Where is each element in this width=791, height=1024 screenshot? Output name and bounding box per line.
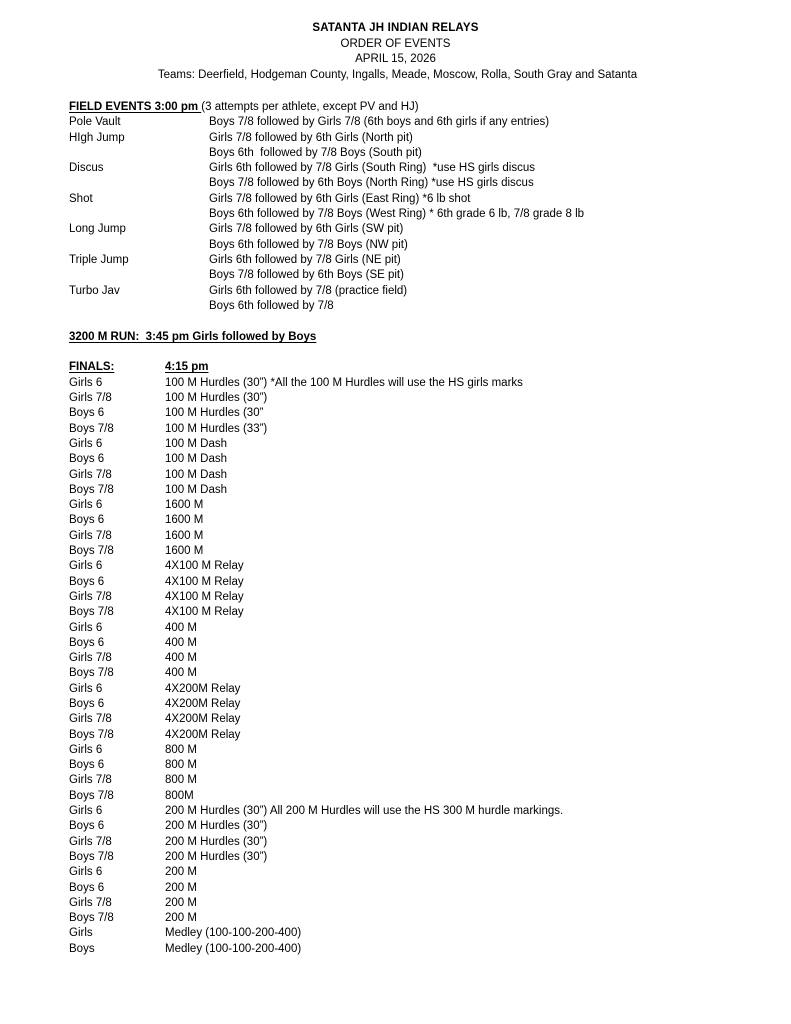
field-events-heading-bold: FIELD EVENTS 3:00 pm: [69, 101, 202, 113]
finals-division: Boys 7/8: [69, 850, 114, 863]
finals-event: 100 M Dash: [165, 453, 228, 466]
field-event-detail: Girls 6th followed by 7/8 Girls (South Ring) *use HS girls discus: [209, 162, 535, 175]
finals-row: [69, 651, 791, 666]
field-event-row: [69, 268, 791, 283]
finals-row: [69, 911, 791, 926]
finals-division: Girls 7/8: [69, 896, 112, 909]
finals-division: Girls 7/8: [69, 392, 112, 405]
field-events-list: [69, 115, 791, 314]
field-event-row: [69, 176, 791, 191]
field-event-row: [69, 192, 791, 207]
document-date: APRIL 15, 2026: [355, 53, 436, 65]
finals-division: Boys 7/8: [69, 606, 114, 619]
finals-row: [69, 422, 791, 437]
field-events-section: [69, 100, 791, 314]
finals-row: [69, 666, 791, 681]
field-event-name: Discus: [69, 162, 104, 175]
finals-row: [69, 391, 791, 406]
finals-division: Boys 6: [69, 697, 105, 710]
finals-division: Girls 7/8: [69, 590, 112, 603]
finals-event: 100 M Dash: [165, 483, 228, 496]
field-event-detail: Girls 6th followed by 7/8 Girls (NE pit): [209, 253, 401, 266]
field-events-heading-note: (3 attempts per athlete, except PV and HJ): [201, 101, 419, 113]
field-event-row: [69, 207, 791, 222]
finals-event: 100 M Hurdles (30”): [165, 392, 268, 405]
field-event-detail: Boys 7/8 followed by 6th Boys (SE pit): [209, 269, 404, 282]
finals-division: Girls 7/8: [69, 652, 112, 665]
finals-row: [69, 406, 791, 421]
finals-event: 1600 M: [165, 514, 204, 527]
field-event-row: [69, 253, 791, 268]
spacer-after-header: [0, 83, 791, 100]
finals-event: 4X100 M Relay: [165, 575, 244, 588]
finals-event: 1600 M: [165, 545, 204, 558]
finals-division: Boys 6: [69, 575, 105, 588]
finals-row: [69, 621, 791, 636]
finals-event: 4X100 M Relay: [165, 606, 244, 619]
finals-division: Girls 6: [69, 866, 103, 879]
finals-row: [69, 498, 791, 513]
finals-event: 200 M Hurdles (30”): [165, 835, 268, 848]
finals-division: Boys: [69, 942, 95, 955]
field-event-name: [69, 238, 209, 253]
field-event-detail: Girls 6th followed by 7/8 (practice field): [209, 284, 408, 297]
field-event-detail: Boys 7/8 followed by Girls 7/8 (6th boys and 6th girls if any entries): [209, 116, 550, 129]
finals-row: [69, 758, 791, 773]
finals-row: [69, 850, 791, 865]
finals-row: [69, 636, 791, 651]
teams-line: Teams: Deerfield, Hodgeman County, Ingalls, Meade, Moscow, Rolla, South Gray and Satanta: [157, 68, 638, 81]
finals-row: [69, 712, 791, 727]
finals-division: Girls 6: [69, 682, 103, 695]
finals-event: 4X200M Relay: [165, 682, 241, 695]
field-event-name: [69, 207, 209, 222]
finals-time: 4:15 pm: [165, 361, 209, 374]
field-event-row: [69, 238, 791, 253]
finals-heading: [69, 360, 208, 375]
field-event-row: [69, 284, 791, 299]
finals-row: [69, 590, 791, 605]
finals-event: 200 M Hurdles (30”): [165, 820, 268, 833]
finals-division: Boys 7/8: [69, 667, 114, 680]
finals-event: Medley (100-100-200-400): [165, 942, 302, 955]
finals-row: [69, 819, 791, 834]
run-3200-section: [69, 330, 791, 345]
finals-event: 4X100 M Relay: [165, 590, 244, 603]
finals-row: [69, 544, 791, 559]
field-event-name: HIgh Jump: [69, 131, 125, 144]
finals-event: 100 M Hurdles (30”: [165, 407, 264, 420]
field-event-detail: Boys 6th followed by 7/8 Boys (West Ring) * 6th grade 6 lb, 7/8 grade 8 lb: [209, 208, 585, 221]
field-event-name: Triple Jump: [69, 253, 129, 266]
finals-row: [69, 682, 791, 697]
spacer-before-finals: [0, 345, 791, 360]
finals-division: Boys 6: [69, 636, 105, 649]
finals-division: Boys 7/8: [69, 545, 114, 558]
field-event-detail: Girls 7/8 followed by 6th Girls (North pit): [209, 131, 413, 144]
finals-event: 100 M Dash: [165, 437, 228, 450]
finals-event: 200 M: [165, 912, 197, 925]
field-event-detail: Boys 6th followed by 7/8 Boys (NW pit): [209, 238, 408, 251]
finals-event: 100 M Hurdles (33”): [165, 422, 268, 435]
finals-row: [69, 575, 791, 590]
finals-row: [69, 881, 791, 896]
field-event-row: [69, 115, 791, 130]
finals-division: Boys 6: [69, 881, 105, 894]
finals-row: [69, 468, 791, 483]
finals-division: Boys 7/8: [69, 728, 114, 741]
finals-division: Girls 7/8: [69, 835, 112, 848]
finals-division: Boys 7/8: [69, 789, 114, 802]
finals-division: Girls 7/8: [69, 713, 112, 726]
finals-row: [69, 483, 791, 498]
field-event-detail: Girls 7/8 followed by 6th Girls (East Ring) *6 lb shot: [209, 192, 471, 205]
finals-event: 200 M: [165, 881, 197, 894]
finals-division: Girls 6: [69, 621, 103, 634]
finals-division: Boys 7/8: [69, 422, 114, 435]
field-event-name: Turbo Jav: [69, 284, 120, 297]
finals-section: [69, 360, 791, 957]
finals-division: Girls 6: [69, 743, 103, 756]
run-3200-heading-wrap: [69, 330, 791, 345]
finals-division: Girls 7/8: [69, 468, 112, 481]
field-event-name: [69, 146, 209, 161]
finals-event: 1600 M: [165, 529, 204, 542]
spacer-before-3200: [0, 314, 791, 330]
finals-division: Girls 6: [69, 376, 103, 389]
finals-division: Boys 6: [69, 407, 105, 420]
finals-row: [69, 773, 791, 788]
run-3200-heading: 3200 M RUN: 3:45 pm Girls followed by Boys: [69, 331, 317, 344]
finals-row: [69, 743, 791, 758]
field-event-row: [69, 161, 791, 176]
finals-event: 400 M: [165, 667, 197, 680]
finals-row: [69, 896, 791, 911]
field-events-heading: [69, 100, 791, 115]
finals-row: [69, 605, 791, 620]
finals-row: [69, 376, 791, 391]
finals-row: [69, 865, 791, 880]
finals-event: 800 M: [165, 743, 197, 756]
finals-event: 100 M Hurdles (30”) *All the 100 M Hurdles will use the HS girls marks: [165, 376, 523, 389]
finals-label: FINALS:: [69, 361, 115, 374]
field-event-name: [69, 299, 209, 314]
finals-event: 4X200M Relay: [165, 728, 241, 741]
finals-row: [69, 437, 791, 452]
field-event-row: [69, 131, 791, 146]
field-event-detail: Boys 7/8 followed by 6th Boys (North Ring) *use HS girls discus: [209, 177, 534, 190]
finals-row: [69, 452, 791, 467]
finals-event: 400 M: [165, 621, 197, 634]
finals-event: 4X200M Relay: [165, 713, 241, 726]
finals-division: Boys 6: [69, 820, 105, 833]
field-event-name: [69, 176, 209, 191]
document-header: [0, 0, 791, 68]
finals-division: Boys 6: [69, 759, 105, 772]
finals-event: 200 M Hurdles (30”): [165, 850, 268, 863]
field-event-detail: Girls 7/8 followed by 6th Girls (SW pit): [209, 223, 404, 236]
finals-event: Medley (100-100-200-400): [165, 927, 302, 940]
field-event-name: Shot: [69, 192, 93, 205]
finals-division: Girls: [69, 927, 93, 940]
finals-event: 4X200M Relay: [165, 697, 241, 710]
finals-row: [69, 926, 791, 941]
finals-row: [69, 728, 791, 743]
finals-row: [69, 559, 791, 574]
finals-event: 800 M: [165, 774, 197, 787]
finals-row: [69, 942, 791, 957]
finals-event: 800M: [165, 789, 194, 802]
finals-division: Girls 6: [69, 499, 103, 512]
finals-division: Boys 7/8: [69, 483, 114, 496]
finals-event: 100 M Dash: [165, 468, 228, 481]
field-event-name: Pole Vault: [69, 116, 121, 129]
finals-event: 200 M: [165, 866, 197, 879]
finals-row: [69, 835, 791, 850]
finals-event: 200 M: [165, 896, 197, 909]
finals-row: [69, 789, 791, 804]
finals-event: 400 M: [165, 652, 197, 665]
finals-row: [69, 513, 791, 528]
finals-division: Girls 6: [69, 805, 103, 818]
document-subtitle: ORDER OF EVENTS: [340, 37, 451, 50]
finals-row: [69, 804, 791, 819]
finals-event: 4X100 M Relay: [165, 560, 244, 573]
finals-row: [69, 529, 791, 544]
finals-division: Girls 7/8: [69, 774, 112, 787]
finals-row: [69, 697, 791, 712]
page-title: SATANTA JH INDIAN RELAYS: [312, 22, 479, 34]
finals-list: [69, 376, 791, 957]
finals-division: Girls 6: [69, 437, 103, 450]
finals-event: 400 M: [165, 636, 197, 649]
finals-event: 800 M: [165, 759, 197, 772]
field-event-row: [69, 222, 791, 237]
field-event-detail: Boys 6th followed by 7/8 Boys (South pit): [209, 146, 422, 159]
field-event-row: [69, 146, 791, 161]
field-event-name: Long Jump: [69, 223, 126, 236]
field-event-name: [69, 268, 209, 283]
finals-division: Boys 6: [69, 514, 105, 527]
field-event-row: [69, 299, 791, 314]
finals-division: Boys 6: [69, 453, 105, 466]
finals-event: 1600 M: [165, 499, 204, 512]
finals-event: 200 M Hurdles (30”) All 200 M Hurdles will use the HS 300 M hurdle markings.: [165, 805, 564, 818]
finals-heading-wrap: [69, 360, 791, 375]
finals-division: Girls 7/8: [69, 529, 112, 542]
finals-division: Boys 7/8: [69, 912, 114, 925]
finals-division: Girls 6: [69, 560, 103, 573]
field-event-detail: Boys 6th followed by 7/8: [209, 299, 334, 312]
